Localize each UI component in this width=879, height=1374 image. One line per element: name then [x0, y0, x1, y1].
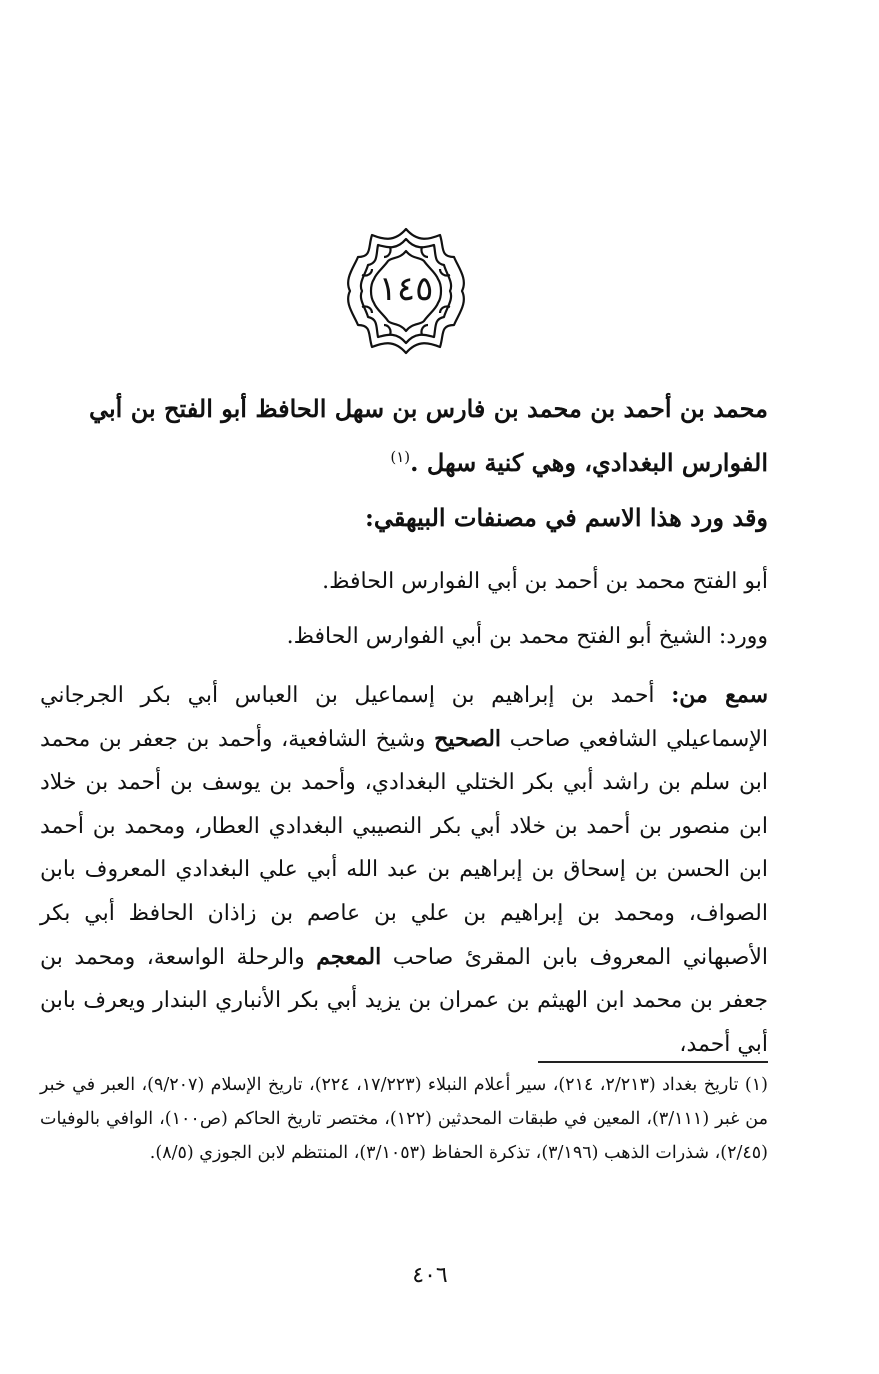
name-variant-2: وورد: الشيخ أبو الفتح محمد بن أبي الفوارس الحافظ.	[286, 624, 768, 649]
teachers-text-2: وشيخ الشافعية، وأحمد بن جعفر بن محمد ابن سلم بن راشد أبي بكر الختلي البغدادي، وأحمد بن يوسف بن أحمد بن خلاد ابن منصور بن أحمد بن خلاد أبي بكر النصيبي البغدادي العطار، ومحمد بن أحمد ابن الحسن بن إسحاق بن إبراهيم بن عبد الله أبي علي البغدادي المعروف بابن الصواف، ومحمد بن إبراهيم بن علي بن عاصم بن زاذان الحافظ أبي بكر الأصبهاني المعروف بابن المقرئ صاحب	[40, 726, 768, 970]
teachers-text-3: والرحلة الواسعة، ومحمد بن جعفر بن محمد ابن الهيثم بن عمران بن يزيد أبي بكر الأنباري البندار ويعرف بابن أبي أحمد،	[40, 944, 768, 1057]
entry-heading	[40, 385, 768, 487]
footnote-reference: (١)	[390, 448, 411, 466]
book-title-mujam: المعجم	[316, 943, 382, 970]
entry-number: ١٤٥	[378, 269, 434, 309]
subheading: وقد ورد هذا الاسم في مصنفات البيهقي:	[365, 503, 768, 532]
teachers-label: سمع من:	[671, 682, 768, 708]
footnote: (١) تاريخ بغداد (٢/٢١٣، ٢١٤)، سير أعلام النبلاء (١٧/٢٢٣، ٢٢٤)، تاريخ الإسلام (٩/٢٠٧)، العبر في خبر من غبر (٣/١١١)، المعين في طبقات المحدثين (١٢٢)، مختصر تاريخ الحاكم (ص١٠٠)، الوافي بالوفيات (٢/٤٥)، شذرات الذهب (٣/١٩٦)، تذكرة الحفاظ (٣/١٠٥٣)، المنتظم لابن الجوزي (٨/٥).	[40, 1075, 768, 1163]
name-variant-1: أبو الفتح محمد بن أحمد بن أبي الفوارس الحافظ.	[322, 569, 768, 594]
entry-number-ornament	[340, 225, 472, 357]
entry-heading-text: محمد بن أحمد بن محمد بن فارس بن سهل الحافظ أبو الفتح بن أبي الفوارس البغدادي، وهي كنية سهل .	[89, 394, 768, 477]
footnote-separator	[538, 1061, 768, 1063]
teachers-text-1: أحمد بن إبراهيم بن إسماعيل بن العباس أبي بكر الجرجاني الإسماعيلي الشافعي صاحب	[40, 683, 768, 752]
page-number: ٤٠٦	[412, 1263, 448, 1288]
book-title-sahih: الصحيح	[434, 725, 502, 752]
teachers-paragraph	[40, 674, 768, 1066]
